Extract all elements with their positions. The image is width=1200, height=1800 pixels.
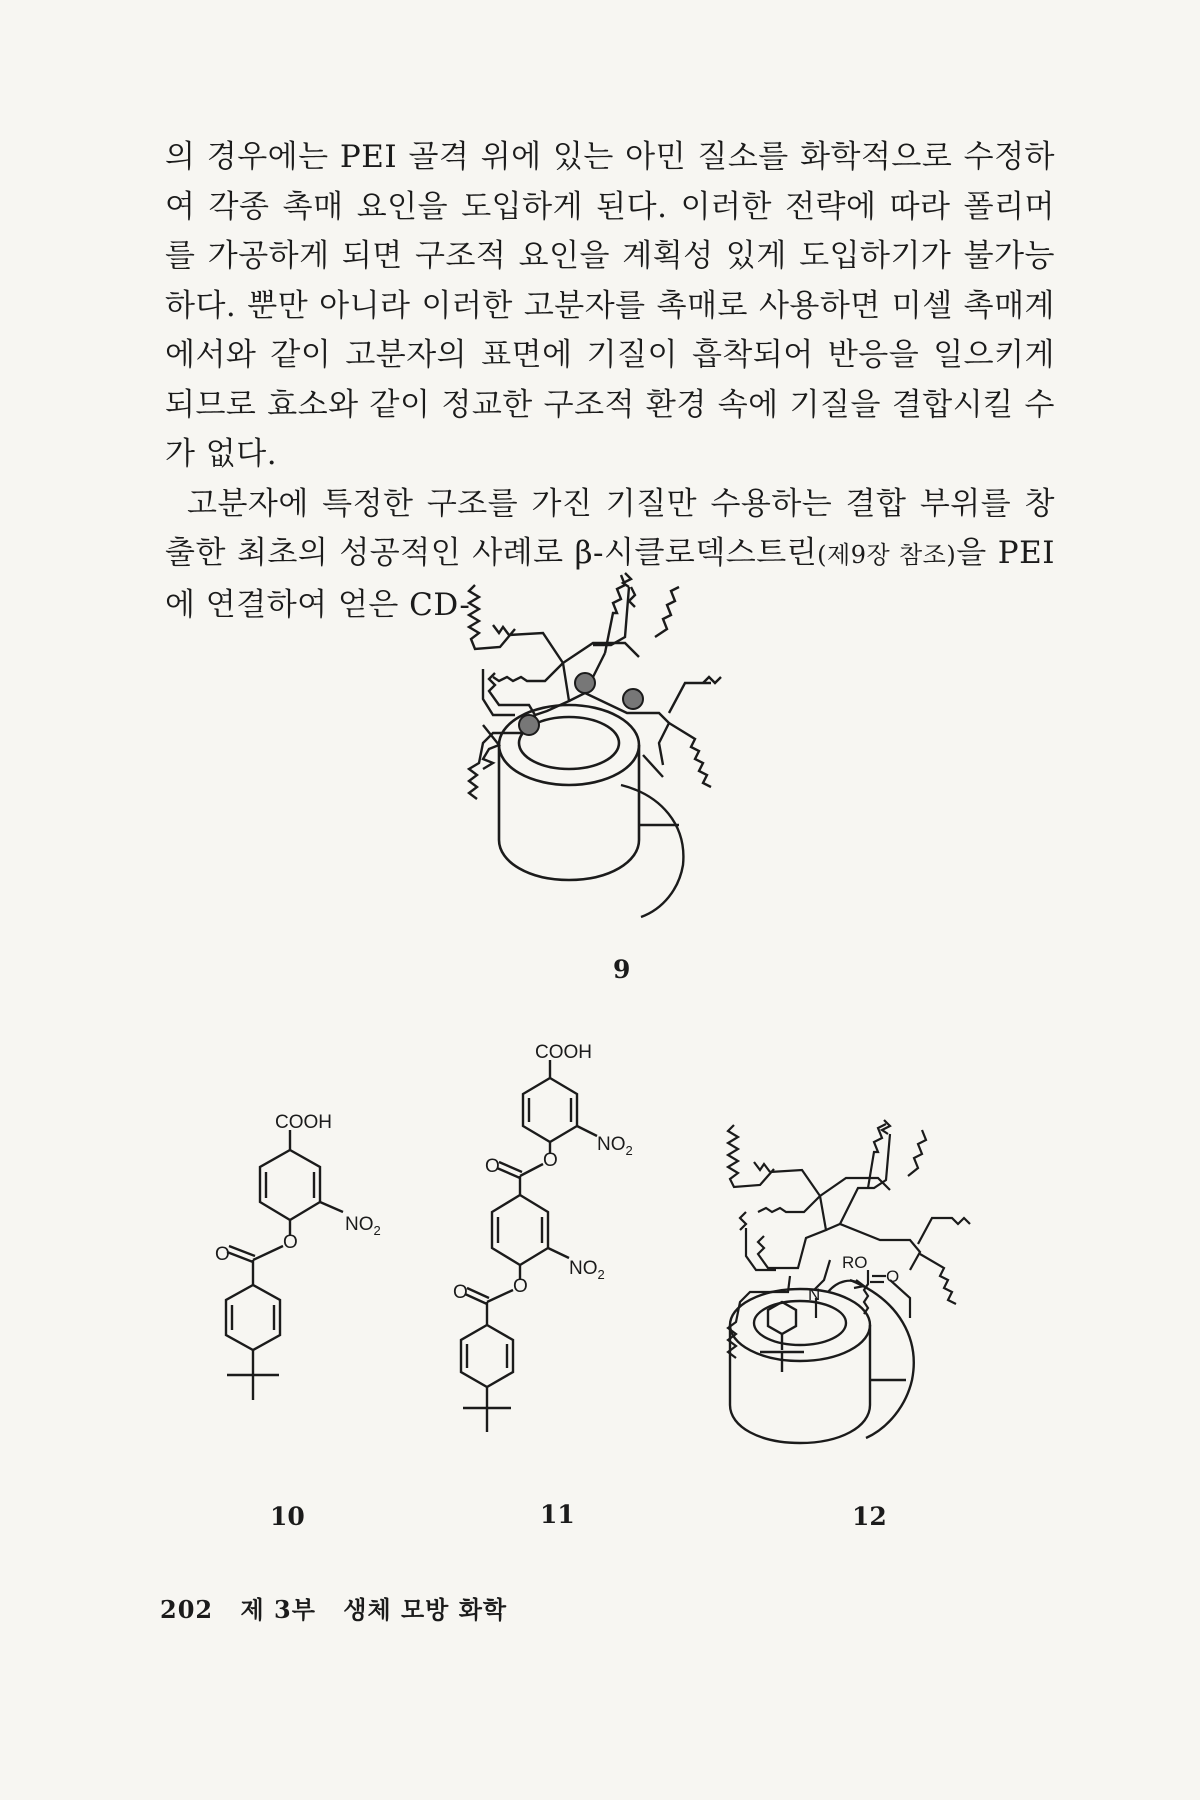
carbonyl-oxygen-12: O	[886, 1267, 900, 1286]
svg-text:NO2	[597, 1134, 633, 1158]
ring-oxygen-11b: O	[513, 1276, 528, 1297]
part-title: 생체 모방 화학	[343, 1595, 508, 1624]
ro-label-12: RO	[842, 1253, 868, 1272]
compound-10-structure	[215, 1110, 415, 1400]
svg-text:NO2	[569, 1258, 605, 1282]
no2-subscript-10: 2	[373, 1223, 381, 1238]
compound-label-12: 12	[852, 1502, 887, 1531]
ring-oxygen-11a: O	[543, 1150, 558, 1171]
no2-label-10: NO	[345, 1214, 374, 1235]
no2-subscript-11b: 2	[597, 1267, 605, 1282]
no2-label-11b: NO	[569, 1258, 598, 1279]
part-label: 제 3부	[240, 1595, 316, 1624]
body-text	[165, 133, 1055, 630]
ring-oxygen-10: O	[283, 1232, 298, 1253]
nitrogen-label-12: N	[808, 1285, 821, 1304]
no2-subscript-11a: 2	[625, 1143, 633, 1158]
compound-11-structure	[453, 1040, 665, 1440]
svg-text:NO2	[345, 1214, 381, 1238]
compound-12-structure	[720, 1120, 1000, 1450]
compound-label-11: 11	[540, 1500, 575, 1529]
ester-oxygen-11b: O	[453, 1282, 468, 1303]
no2-label-11a: NO	[597, 1134, 626, 1155]
compound-label-9: 9	[613, 955, 631, 984]
cooh-label-11: COOH	[535, 1042, 592, 1063]
chapter-reference: (제9장 참조)	[817, 541, 957, 569]
ester-oxygen-11a: O	[485, 1156, 500, 1177]
page-footer	[160, 1590, 507, 1625]
ester-oxygen-10: O	[215, 1244, 230, 1265]
page-number: 202	[160, 1595, 214, 1624]
cooh-label-10: COOH	[275, 1112, 332, 1133]
figure-9-pei-cyclodextrin	[455, 575, 785, 915]
paragraph-1: 의 경우에는 PEI 골격 위에 있는 아민 질소를 화학적으로 수정하여 각종 촉매 요인을 도입하게 된다. 이러한 전략에 따라 폴리머를 가공하게 되면 구조적 요인을 계획성 있게 도입하기가 불가능하다. 뿐만 아니라 이러한 고분자를 촉매로 사용하면 미셀 촉매계에서와 같이 고분자의 표면에 기질이 흡착되어 반응을 일으키게 되므로 효소와 같이 정교한 구조적 환경 속에 기질을 결합시킬 수가 없다.	[165, 139, 1055, 472]
paragraph-2-end: 을 PEI에 연결하여 얻은 CD-	[165, 535, 1055, 623]
compound-label-10: 10	[270, 1502, 305, 1531]
paragraph-2-start: 고분자에 특정한 구조를 가진 기질만 수용하는 결합 부위를 창출한 최초의 성공적인 사례로 β-시클로덱스트린	[165, 485, 1055, 571]
